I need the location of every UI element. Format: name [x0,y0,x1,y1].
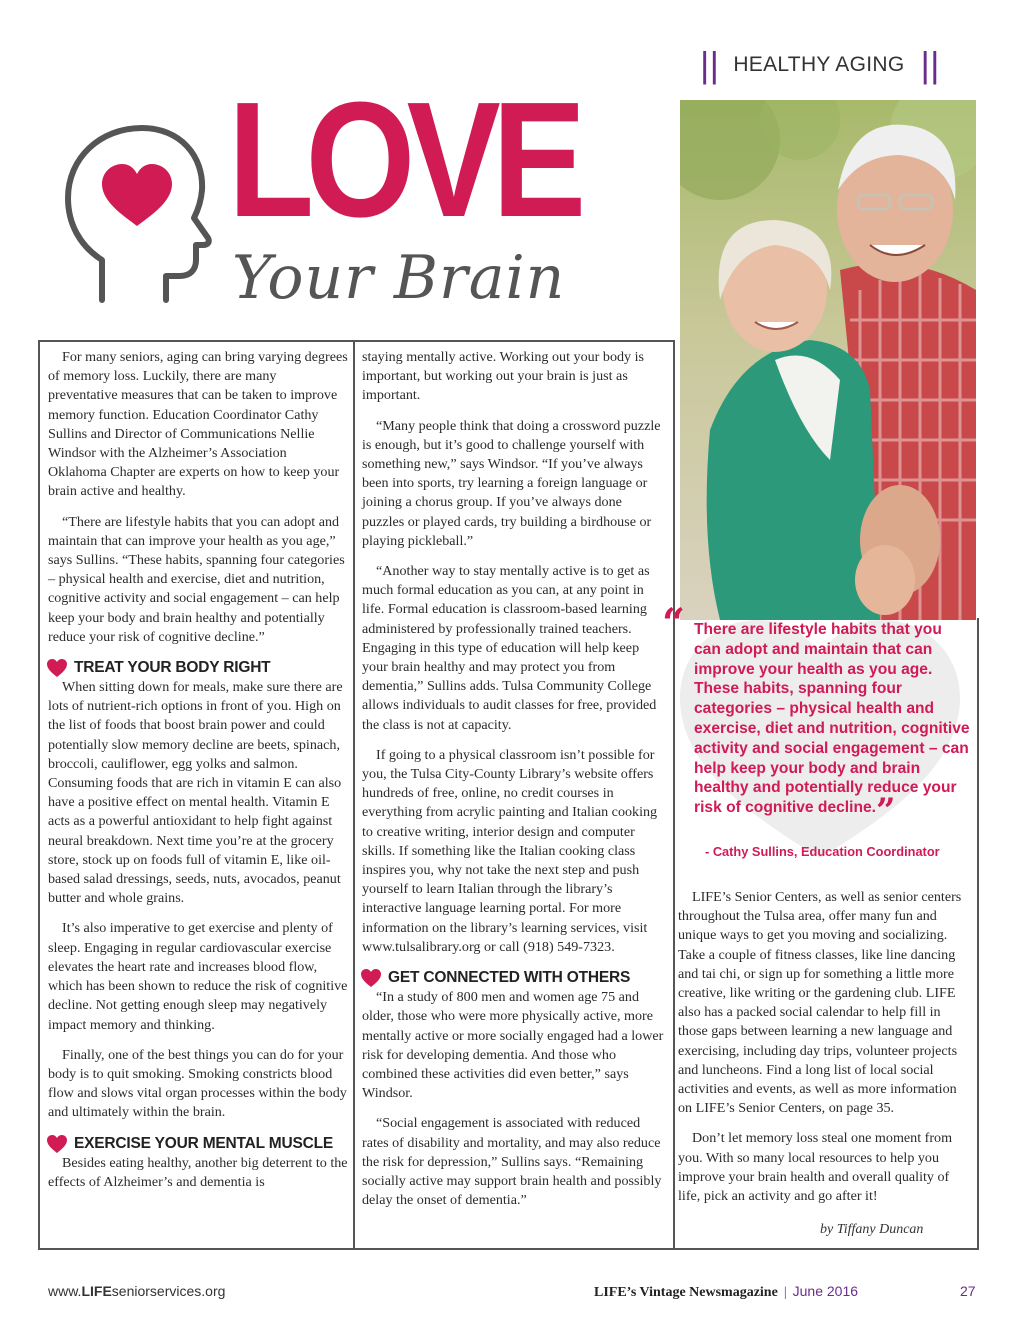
column-divider [353,340,355,1250]
article-column-3 [678,888,970,1217]
pullquote-attribution: - Cathy Sullins, Education Coordinator [705,844,940,859]
subhead-label: GET CONNECTED WITH OTHERS [388,969,631,987]
footer-url-brand: LIFE [81,1283,112,1299]
footer-separator: | [783,1285,787,1300]
paragraph: If going to a physical classroom isn’t possible for you, the Tulsa City-County Library’s website offers hundreds of free, online, no credit courses in everything from acrylic painting and Italian cooking to creative writing, interior design and computer skills. If something like the Italian cooking class inspires you, why not take the next step and push yourself to learn Italian through the library’s interactive language learning portal. For more information on the library’s learning services, visit www.tulsalibrary.org or call (918) 549-7323. [362,746,658,955]
paragraph: “Another way to stay mentally active is to get as much formal education as you can, at any point in life. Formal education is classroom-based learning administered by professionally trained teachers. Engaging in this type of education will help keep your brain healthy and may protect you from dementia,” Sullins adds. Tulsa Community College allows individuals to audit classes for free, provided the class is not at capacity. [362,563,657,733]
subhead-get-connected [360,968,664,988]
subhead-label: TREAT YOUR BODY RIGHT [74,659,271,677]
subhead-treat-your-body [46,658,348,678]
footer-url-suffix: seniorservices.org [111,1283,226,1299]
section-tag-label: HEALTHY AGING [733,53,905,76]
head-with-heart-icon [62,120,212,310]
footer-publication-name: LIFE’s Vintage Newsmagazine [594,1285,778,1300]
subhead-exercise-mental-muscle [46,1134,348,1154]
paragraph: Finally, one of the best things you can do for your body is to quit smoking. Smoking constricts blood flow and slows vital organ processes within the body and ultimately within the brain. [48,1046,347,1121]
paragraph: It’s also imperative to get exercise and plenty of sleep. Engaging in regular cardiovascular exercise elevates the heart rate and increases blood flow, which has been shown to reduce the risk of cognitive decline. Not getting enough sleep may negatively impact memory and thinking. [48,920,348,1033]
byline: by Tiffany Duncan [820,1222,924,1237]
subhead-label: EXERCISE YOUR MENTAL MUSCLE [74,1134,333,1152]
article-column-1 [48,348,348,1203]
footer-date: June 2016 [792,1283,859,1299]
heart-icon [46,1134,68,1154]
heart-icon [360,968,382,988]
pullquote-text: There are lifestyle habits that you can adopt and maintain that can improve your health as you age. These habits, spanning four categories – physical health and exercise, diet and nutrition, cognitive activity and social engagement – can help keep your body and brain healthy and potentially reduce your risk of cognitive decline. [694,621,970,817]
section-tag [700,44,990,86]
quote-close-mark: ” [875,791,896,832]
footer-url-prefix: www. [48,1283,82,1299]
heart-icon [46,658,68,678]
quote-open-mark: “ [662,600,686,647]
section-tag-bars-right: || [920,44,940,85]
paragraph: “Many people think that doing a crossword puzzle is enough, but it’s good to challenge yourself with something new,” says Windsor. “If you’ve always been into sports, try learning a foreign language or joining a chorus group. If you’ve always done puzzles or played cards, try building a birdhouse or playing pickleball.” [362,417,661,549]
title-your-brain: Your Brain [232,243,566,313]
footer-publication [594,1283,858,1301]
paragraph: “There are lifestyle habits that you can adopt and maintain that can improve your health as you age,” says Sullins. “These habits, spanning four categories – physical health and exercise, diet and nutrition, cognitive activity and social engagement – can help keep your body and brain healthy and potentially reduce your risk of cognitive decline.” [48,513,345,645]
paragraph: Besides eating healthy, another big deterrent to the effects of Alzheimer’s and dementia is [48,1154,348,1190]
section-tag-bars-left: || [700,44,720,85]
footer-website-link[interactable] [48,1283,225,1299]
title-love: LOVE [228,68,578,251]
paragraph: staying mentally active. Working out your body is important, but working out your brain is just as important. [362,349,645,404]
pullquote [694,620,970,832]
frame-bottom-right [673,1248,979,1250]
paragraph: When sitting down for meals, make sure there are lots of nutrient-rich options in front of you. High on the list of foods that boost brain power and could potentially slow memory decline are beets, spinach, broccoli, cauliflower, egg yolks and salmon. Consuming foods that are rich in vitamin E can also have a positive effect on mental health. Vitamin E acts as a powerful antioxidant to help fight against neural breakdown. Next time you’re at the grocery store, stock up on foods full of vitamin E, like oil-based salad dressings, seeds, nuts, avocados, peanut butter and whole grains. [48,679,343,907]
paragraph: “Social engagement is associated with reduced rates of disability and mortality, and may also reduce the risk for depression,” Sullins says. “Remaining socially active may support brain health and possibly delay the onset of dementia.” [362,1115,662,1209]
page-number: 27 [960,1283,976,1299]
paragraph: LIFE’s Senior Centers, as well as senior centers throughout the Tulsa area, offer many fun and unique ways to get you moving and socializing. Take a couple of fitness classes, like line dancing and tai chi, or sign up for something a little more creative, like writing or the gardening club. LIFE also has a packed social calendar to help fill in those gaps between learning a new language and exercising, including day trips, volunteer projects and luncheons. Find a long list of local social activities and events, as well as more information on LIFE’s Senior Centers, on page 35. [678,889,962,1117]
photo-senior-couple [680,100,976,620]
paragraph: For many seniors, aging can bring varying degrees of memory loss. Luckily, there are many preventative measures that can be taken to improve memory function. Education Coordinator Cathy Sullins and Director of Communications Nellie Windsor with the Alzheimer’s Association Oklahoma Chapter are experts on how to keep your brain active and healthy. [48,349,348,500]
article-column-2 [362,348,664,1221]
paragraph: “In a study of 800 men and women age 75 and older, those who were more physically active, more mentally active or more socially engaged had a lower risk for developing dementia. And those who combined these activities did even better,” says Windsor. [362,989,664,1102]
paragraph: Don’t let memory loss steal one moment from you. With so many local resources to help you improve your brain health and overall quality of life, pick an activity and go after it! [678,1130,953,1205]
